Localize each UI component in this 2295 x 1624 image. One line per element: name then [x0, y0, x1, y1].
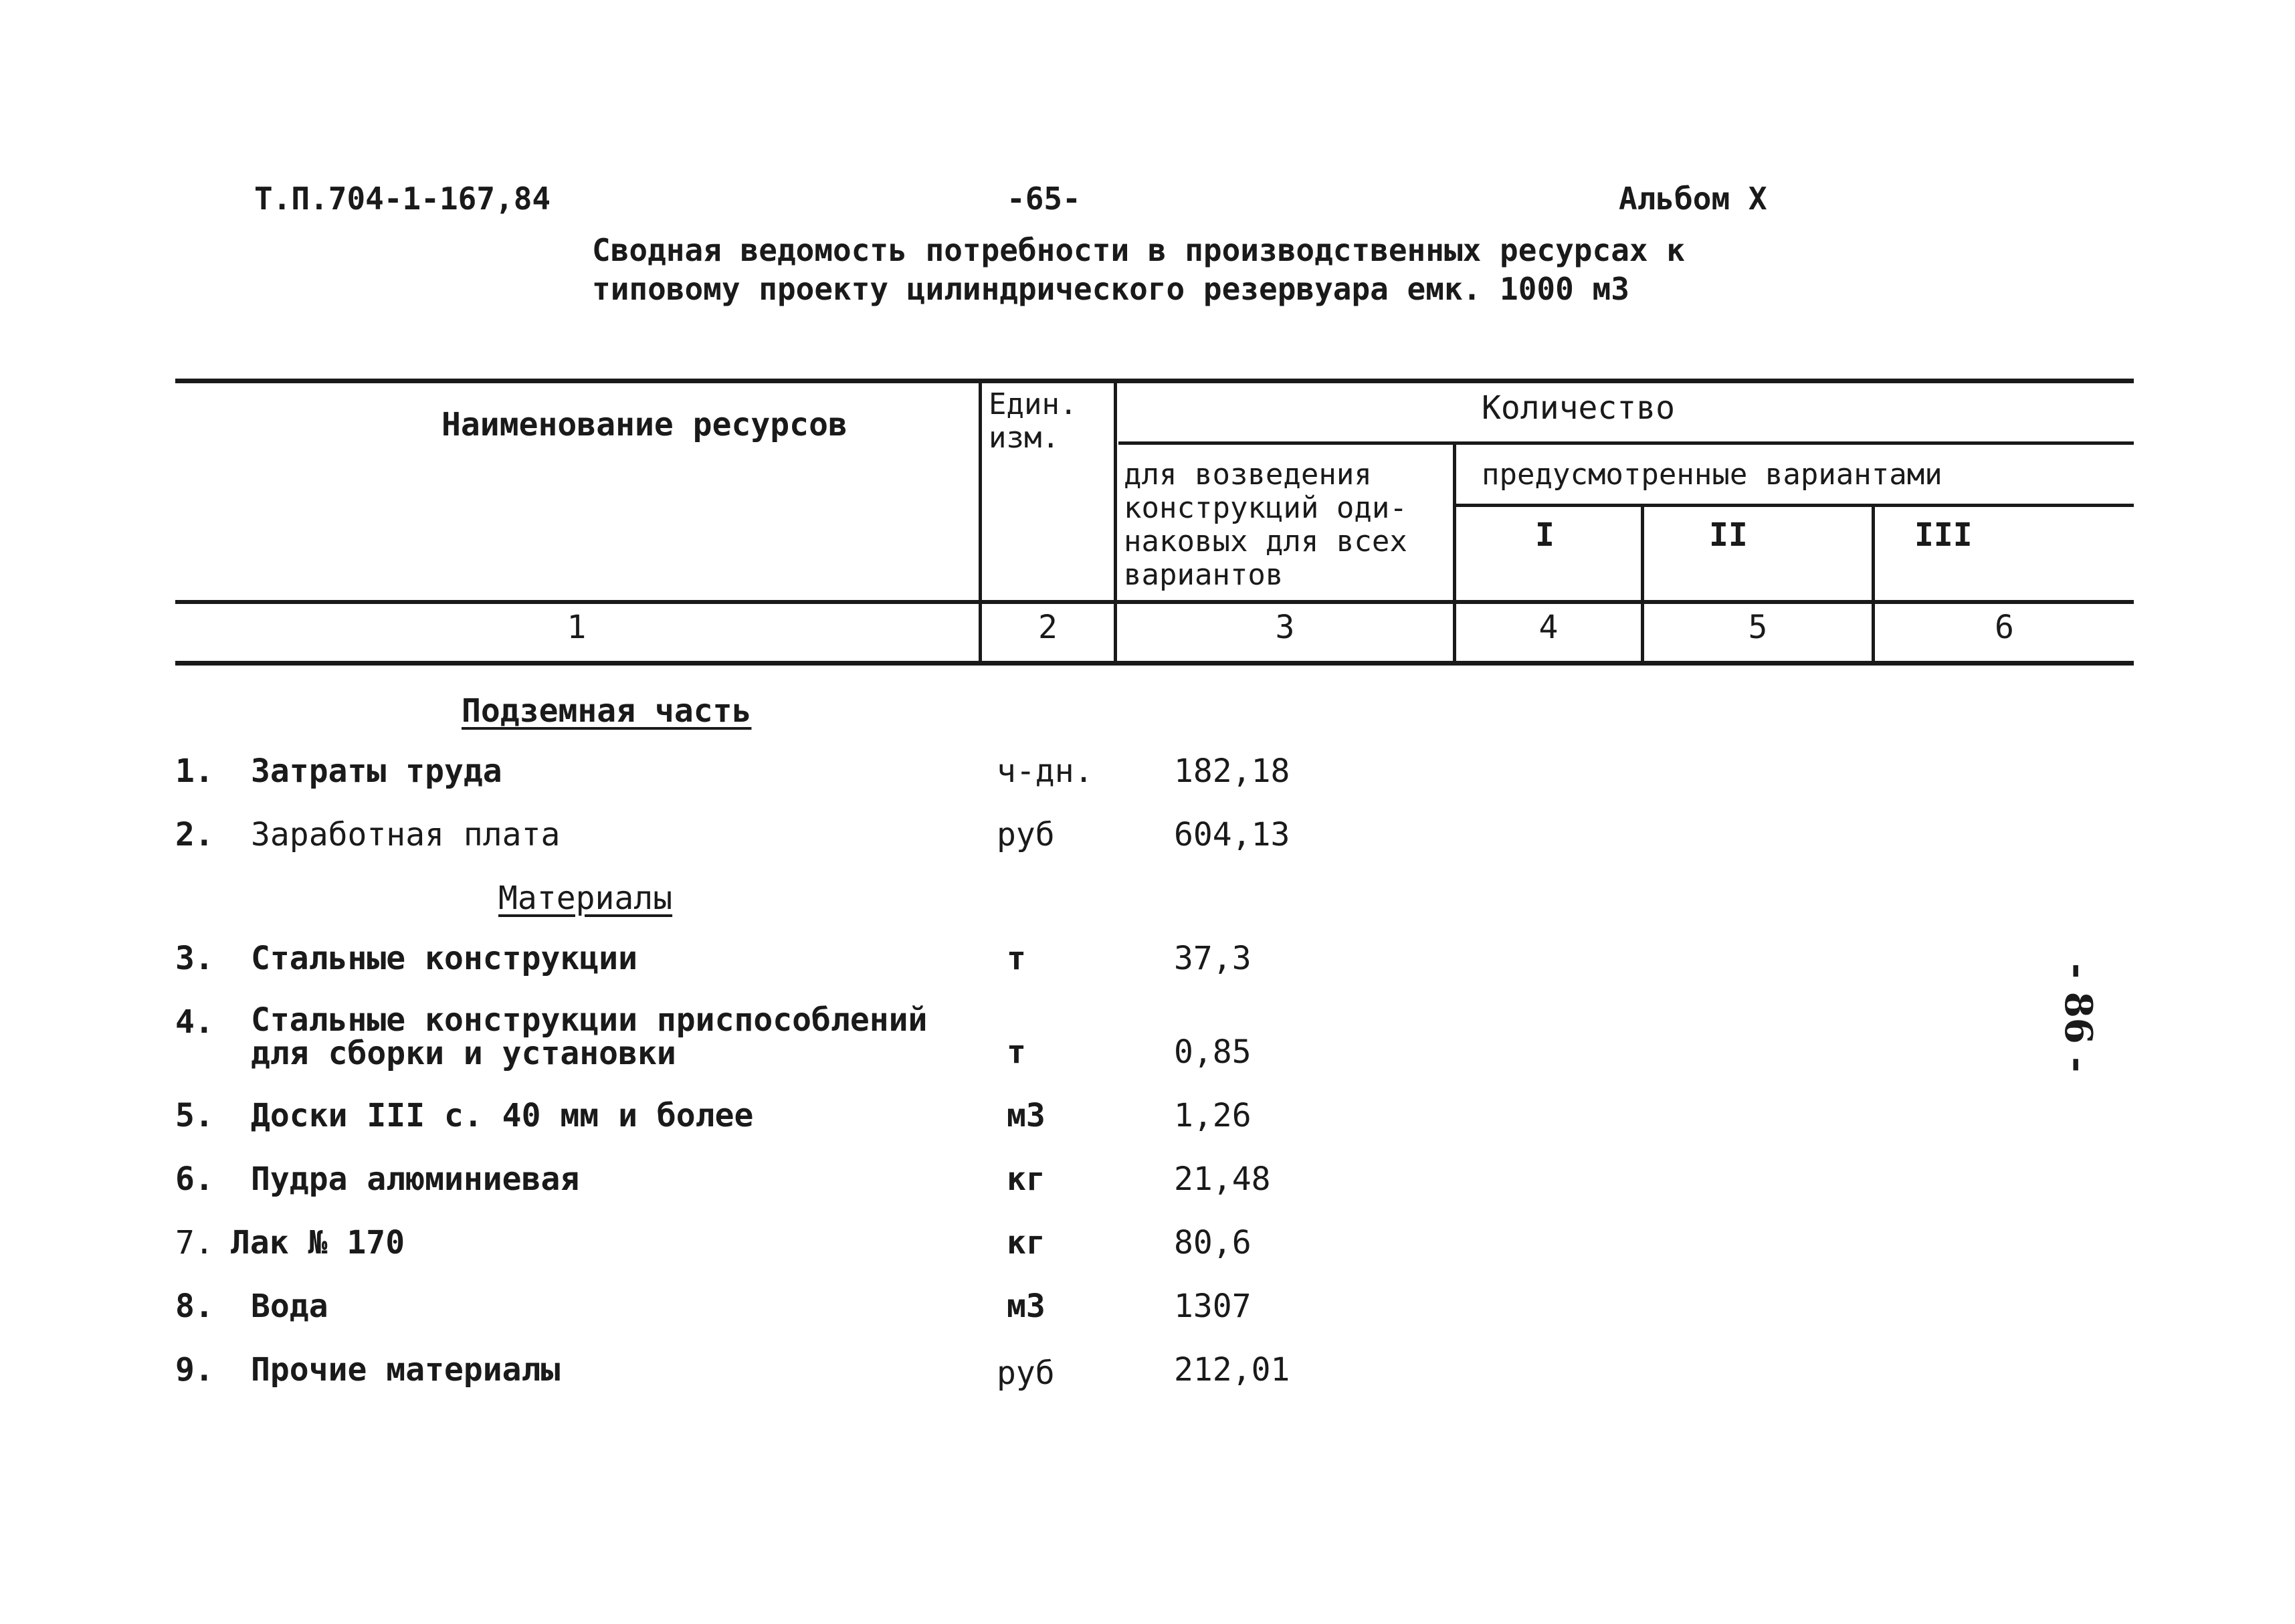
- row-7-name: Лак № 170: [231, 1224, 405, 1261]
- col-number-1: 1: [567, 609, 587, 646]
- row-6-number: 6.: [175, 1160, 214, 1198]
- col-header-variant-3: III: [1914, 516, 1973, 554]
- row-2-unit: руб: [997, 816, 1055, 853]
- col-number-6: 6: [1995, 609, 2014, 646]
- row-4-number: 4.: [175, 1003, 214, 1041]
- row-1-unit: ч-дн.: [997, 752, 1094, 790]
- row-2-quantity: 604,13: [1174, 816, 1290, 853]
- row-9-number: 9.: [175, 1351, 214, 1389]
- row-6-name: Пудра алюминиевая: [251, 1160, 580, 1198]
- row-3-unit: т: [1007, 940, 1026, 977]
- col-header-variants: предусмотренные вариантами: [1482, 458, 1942, 492]
- col-header-common-line-1: для возведения: [1124, 458, 1372, 492]
- document-title-line-2: типовому проекту цилиндрического резервуара емк. 1000 м3: [592, 271, 1629, 307]
- row-7-quantity: 80,6: [1174, 1224, 1252, 1261]
- row-7-number: 7.: [175, 1224, 214, 1261]
- margin-page-mark: - 86 -: [2056, 963, 2100, 1073]
- section-heading-materials: Материалы: [498, 880, 673, 917]
- col-number-4: 4: [1538, 609, 1559, 646]
- header-bottom-rule: [175, 600, 2134, 604]
- col-header-common-line-2: конструкций оди-: [1124, 491, 1407, 525]
- row-9-name: Прочие материалы: [251, 1351, 561, 1389]
- row-4-name: Стальные конструкции приспособлений: [251, 1001, 928, 1039]
- section-heading-underground: Подземная часть: [462, 692, 752, 730]
- row-3-quantity: 37,3: [1174, 940, 1252, 977]
- document-code: Т.П.704-1-167,84: [254, 181, 551, 217]
- row-7-unit: кг: [1007, 1224, 1045, 1261]
- col-header-variant-2: II: [1709, 516, 1748, 554]
- row-8-unit: м3: [1007, 1288, 1045, 1325]
- row-1-name: Затраты труда: [251, 752, 502, 790]
- row-8-name: Вода: [251, 1288, 328, 1325]
- quantity-subrule: [1118, 441, 2134, 445]
- row-9-quantity: 212,01: [1174, 1351, 1290, 1389]
- col-header-unit-line-1: Един.: [989, 387, 1078, 421]
- row-5-unit: м3: [1007, 1097, 1045, 1134]
- col-number-2: 2: [1038, 609, 1058, 646]
- col-number-3: 3: [1275, 609, 1295, 646]
- table-top-rule: [175, 379, 2134, 383]
- col-header-quantity: Количество: [1482, 389, 1675, 427]
- page-number: -65-: [1007, 181, 1081, 217]
- row-5-number: 5.: [175, 1097, 214, 1134]
- row-4-quantity: 0,85: [1174, 1033, 1252, 1071]
- row-6-unit: кг: [1007, 1160, 1045, 1198]
- col-header-common-line-3: наковых для всех: [1124, 524, 1407, 559]
- row-5-name: Доски III с. 40 мм и более: [251, 1097, 754, 1134]
- album-label: Альбом Х: [1619, 181, 1767, 217]
- row-9-unit: руб: [997, 1354, 1055, 1392]
- row-4-name-line-2: для сборки и установки: [251, 1035, 676, 1072]
- col-header-unit-line-2: изм.: [989, 421, 1060, 455]
- col-number-5: 5: [1748, 609, 1768, 646]
- row-6-quantity: 21,48: [1174, 1160, 1271, 1198]
- row-8-quantity: 1307: [1174, 1288, 1252, 1325]
- row-8-number: 8.: [175, 1288, 214, 1325]
- row-1-quantity: 182,18: [1174, 752, 1290, 790]
- col-header-name: Наименование ресурсов: [441, 406, 847, 443]
- document-title-line-1: Сводная ведомость потребности в производственных ресурсах к: [592, 232, 1685, 268]
- numbers-bottom-rule: [175, 661, 2134, 666]
- row-4-unit: т: [1007, 1033, 1026, 1071]
- row-1-number: 1.: [175, 752, 214, 790]
- row-3-name: Стальные конструкции: [251, 940, 637, 977]
- col-header-common-line-4: вариантов: [1124, 558, 1284, 592]
- row-2-number: 2.: [175, 816, 214, 853]
- row-2-name: Заработная плата: [251, 816, 561, 853]
- variants-subrule: [1455, 504, 2134, 507]
- row-5-quantity: 1,26: [1174, 1097, 1252, 1134]
- row-3-number: 3.: [175, 940, 214, 977]
- col-header-variant-1: I: [1535, 516, 1555, 554]
